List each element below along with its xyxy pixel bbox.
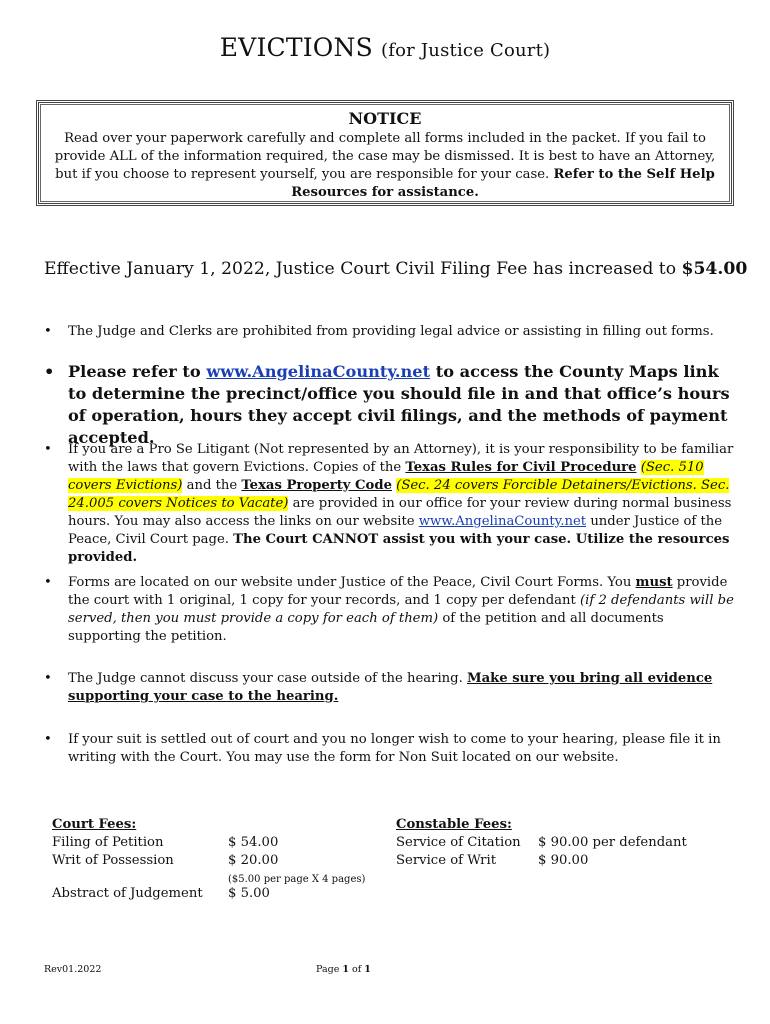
bullet-icon: •	[44, 732, 52, 747]
notice-box	[36, 100, 734, 206]
bullet-text-part: under Justice of the Peace, Civil Court page.	[68, 514, 723, 547]
bullet-text	[68, 574, 734, 646]
page-current: 1	[342, 964, 349, 975]
bullet-text-part: If you are a Pro Se Litigant (Not represented by an Attorney), it is your responsibility to be familiar with the laws that govern Evictions. Copies of the	[68, 442, 734, 475]
bullet-text-part: The Judge cannot discuss your case outside of the hearing.	[68, 671, 467, 686]
fee-label: Filing of Petition	[52, 835, 164, 850]
fee-label: Writ of Possession	[52, 853, 174, 868]
fee-note: ($5.00 per page X 4 pages)	[228, 874, 366, 885]
bullet-text-part: and the	[182, 478, 242, 493]
bullet-text	[68, 670, 734, 706]
bullet-text-part: provide the court with 1 original, 1 copy for your records, and 1 copy per defendant	[68, 575, 728, 608]
bullet-legal-advice	[44, 323, 734, 341]
texas-property-code: Texas Property Code	[241, 478, 392, 493]
bring-evidence-note: Make sure you bring all evidence supporting your case to the hearing.	[68, 671, 713, 704]
page-of: of	[348, 964, 365, 975]
fee-amount: $ 54.00	[228, 835, 279, 850]
page-prefix: Page	[316, 964, 343, 975]
bullet-icon: •	[44, 671, 52, 686]
highlight-sec-510: (Sec. 510 covers Evictions)	[68, 460, 704, 493]
fee-amount: $ 20.00	[228, 853, 279, 868]
bullet-text	[68, 441, 734, 567]
fee-label: Service of Writ	[396, 853, 496, 868]
bullet-text-part: to access the County Maps link to determine the precinct/office you should file in and that office’s hours of operation, hours they accept civil filings, and the methods of payment accepted.	[68, 362, 730, 447]
bullet-text-part: Forms are located on our website under Justice of the Peace, Civil Court Forms. You	[68, 575, 636, 590]
bullet-county-maps	[44, 361, 734, 449]
bullet-text-part: are provided in our office for your review during normal business hours. You may also access the links on our website	[68, 496, 732, 529]
fee-notice-text: Effective January 1, 2022, Justice Court Civil Filing Fee has increased to	[44, 259, 682, 279]
bullet-text: If your suit is settled out of court and you no longer wish to come to your hearing, please file it in writing with the Court. You may use the form for Non Suit located on our website.	[68, 732, 721, 765]
fee-amount: $ 90.00	[538, 853, 589, 868]
fee-notice-amount: $54.00	[681, 259, 748, 279]
bullet-hearing	[44, 670, 734, 706]
defendants-note: (if 2 defendants will be served, then you must provide a copy for each of them)	[68, 593, 734, 626]
bullet-icon: •	[44, 362, 55, 381]
bullet-pro-se	[44, 441, 734, 567]
court-fees-heading: Court Fees:	[52, 817, 137, 832]
county-website-link-2[interactable]: www.AngelinaCounty.net	[418, 514, 587, 529]
fee-amount: $ 90.00 per defendant	[538, 835, 687, 850]
bullet-text	[68, 361, 734, 449]
highlight-sec-24: (Sec. 24 covers Forcible Detainers/Evictions. Sec. 24.005 covers Notices to Vacate)	[68, 478, 730, 511]
bullet-text: The Judge and Clerks are prohibited from providing legal advice or assisting in filling out forms.	[68, 324, 714, 339]
county-website-link[interactable]: www.AngelinaCounty.net	[206, 362, 431, 381]
notice-title: NOTICE	[348, 109, 422, 128]
page-title	[0, 30, 770, 69]
texas-rules-civil-procedure: Texas Rules for Civil Procedure	[405, 460, 637, 475]
bullet-forms	[44, 574, 734, 646]
bullet-text-part: Please refer to	[68, 362, 207, 381]
constable-fees-heading: Constable Fees:	[396, 817, 512, 832]
court-fees-table	[52, 816, 392, 916]
title-subtitle: (for Justice Court)	[381, 40, 551, 61]
fee-label: Service of Citation	[396, 835, 521, 850]
notice-text: Read over your paperwork carefully and complete all forms included in the packet. If you fail to provide ALL of the information required, the case may be dismissed. It is best to have an Attorney, but if you choose to represent yourself, you are responsible for your case.	[54, 131, 716, 182]
fee-notice	[44, 256, 748, 282]
must-emphasis: must	[635, 575, 673, 590]
page-total: 1	[364, 964, 371, 975]
notice-bold-text: Refer to the Self Help Resources for assistance.	[291, 167, 715, 200]
bullet-text-part: of the petition and all documents supporting the petition.	[68, 611, 664, 644]
fee-label: Abstract of Judgement	[52, 886, 203, 901]
page-number	[316, 964, 371, 975]
fee-amount: $ 5.00	[228, 886, 270, 901]
revision-label: Rev01.2022	[44, 964, 102, 975]
court-cannot-assist: The Court CANNOT assist you with your case. Utilize the resources provided.	[68, 532, 730, 565]
bullet-icon: •	[44, 575, 52, 590]
bullet-non-suit	[44, 731, 734, 767]
constable-fees-table	[396, 816, 726, 876]
title-text: EVICTIONS	[219, 33, 373, 62]
bullet-icon: •	[44, 442, 52, 457]
bullet-icon: •	[44, 324, 52, 339]
